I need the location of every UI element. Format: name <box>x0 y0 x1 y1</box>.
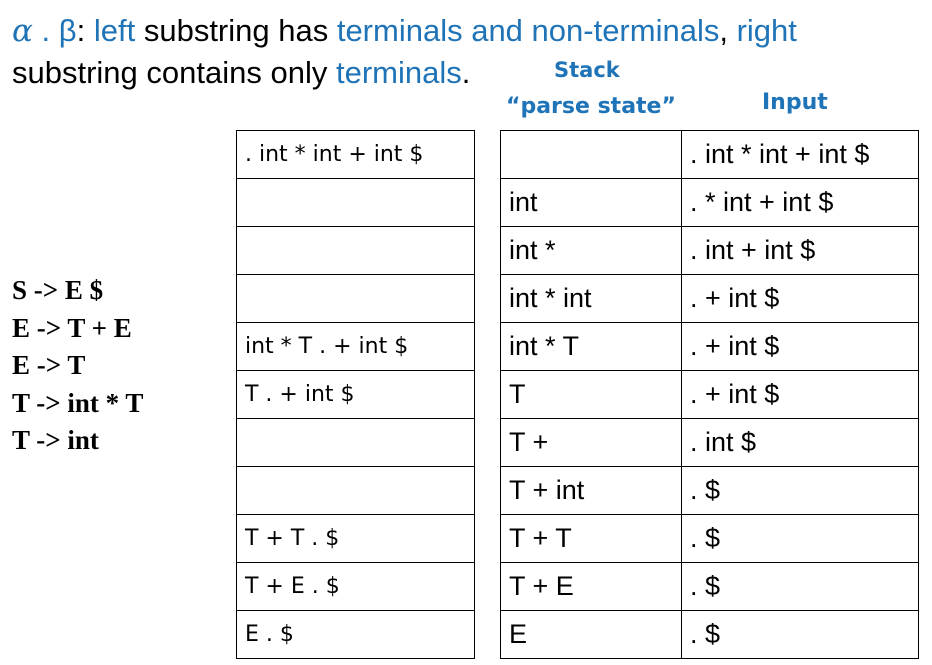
parse-trace-table <box>500 130 919 659</box>
dotted-string-cell: T + T . $ <box>237 515 475 563</box>
heading-line-2 <box>12 52 797 94</box>
left-word: left <box>93 13 136 48</box>
grammar-rules <box>12 272 143 460</box>
dotted-string-cell: . int * int + int $ <box>237 131 475 179</box>
input-cell: . $ <box>682 611 919 659</box>
input-cell: . $ <box>682 563 919 611</box>
table-row <box>237 227 475 275</box>
alpha-symbol: α <box>12 13 33 49</box>
table-row <box>501 419 919 467</box>
dotted-string-cell: int * T . + int $ <box>237 323 475 371</box>
table-row <box>501 179 919 227</box>
stack-label: Stack <box>554 58 620 82</box>
table-row <box>501 611 919 659</box>
dotted-string-cell <box>237 467 475 515</box>
dotted-string-cell <box>237 227 475 275</box>
parse-state-label: “parse state” <box>506 94 676 119</box>
table-row <box>237 323 475 371</box>
stack-cell <box>501 131 682 179</box>
input-cell: . int * int + int $ <box>682 131 919 179</box>
table-row <box>237 179 475 227</box>
right-word: right <box>736 13 797 48</box>
stack-cell: int * <box>501 227 682 275</box>
heading-line-1 <box>12 10 797 52</box>
stack-cell: E <box>501 611 682 659</box>
stack-cell: T <box>501 371 682 419</box>
heading-line-2-prefix: substring contains only <box>12 55 336 90</box>
dotted-string-cell: T + E . $ <box>237 563 475 611</box>
slide-heading <box>12 10 797 94</box>
stack-cell: int <box>501 179 682 227</box>
input-cell: . * int + int $ <box>682 179 919 227</box>
table-row <box>501 227 919 275</box>
beta-symbol: β <box>58 13 77 48</box>
comma-text: , <box>719 13 737 48</box>
stack-cell: int * T <box>501 323 682 371</box>
table-row <box>501 323 919 371</box>
table-row <box>237 611 475 659</box>
grammar-rule: T -> int <box>12 425 99 455</box>
table-row <box>501 515 919 563</box>
colon-text: : <box>76 13 94 48</box>
table-row <box>501 371 919 419</box>
input-cell: . $ <box>682 515 919 563</box>
stack-cell: T + <box>501 419 682 467</box>
table-row <box>237 419 475 467</box>
terminals-and-nonterminals-phrase: terminals and non-terminals <box>336 13 720 48</box>
dot-symbol: . <box>32 13 59 48</box>
table-row <box>501 275 919 323</box>
dotted-string-cell <box>237 179 475 227</box>
table-row <box>501 131 919 179</box>
input-cell: . int + int $ <box>682 227 919 275</box>
stack-cell: T + T <box>501 515 682 563</box>
stack-cell: T + int <box>501 467 682 515</box>
terminals-word: terminals <box>335 55 462 90</box>
dotted-string-cell: T . + int $ <box>237 371 475 419</box>
input-cell: . + int $ <box>682 323 919 371</box>
table-row <box>237 467 475 515</box>
dotted-string-cell <box>237 275 475 323</box>
table-row <box>237 131 475 179</box>
grammar-rule: E -> T + E <box>12 312 132 343</box>
table-row <box>237 371 475 419</box>
dotted-string-cell: E . $ <box>237 611 475 659</box>
table-row <box>501 467 919 515</box>
input-cell: . $ <box>682 467 919 515</box>
dotted-string-cell <box>237 419 475 467</box>
stack-cell: T + E <box>501 563 682 611</box>
period-text: . <box>461 55 471 90</box>
stack-cell: int * int <box>501 275 682 323</box>
input-cell: . + int $ <box>682 371 919 419</box>
input-cell: . int $ <box>682 419 919 467</box>
input-cell: . + int $ <box>682 275 919 323</box>
table-row <box>501 563 919 611</box>
grammar-rule: E -> T <box>12 350 86 380</box>
table-row <box>237 275 475 323</box>
dotted-string-table <box>236 130 475 659</box>
table-row <box>237 563 475 611</box>
grammar-rule: S -> E $ <box>12 275 104 305</box>
grammar-rule: T -> int * T <box>12 387 144 418</box>
input-label: Input <box>762 90 828 115</box>
heading-text-1: substring has <box>135 13 337 48</box>
table-row <box>237 515 475 563</box>
